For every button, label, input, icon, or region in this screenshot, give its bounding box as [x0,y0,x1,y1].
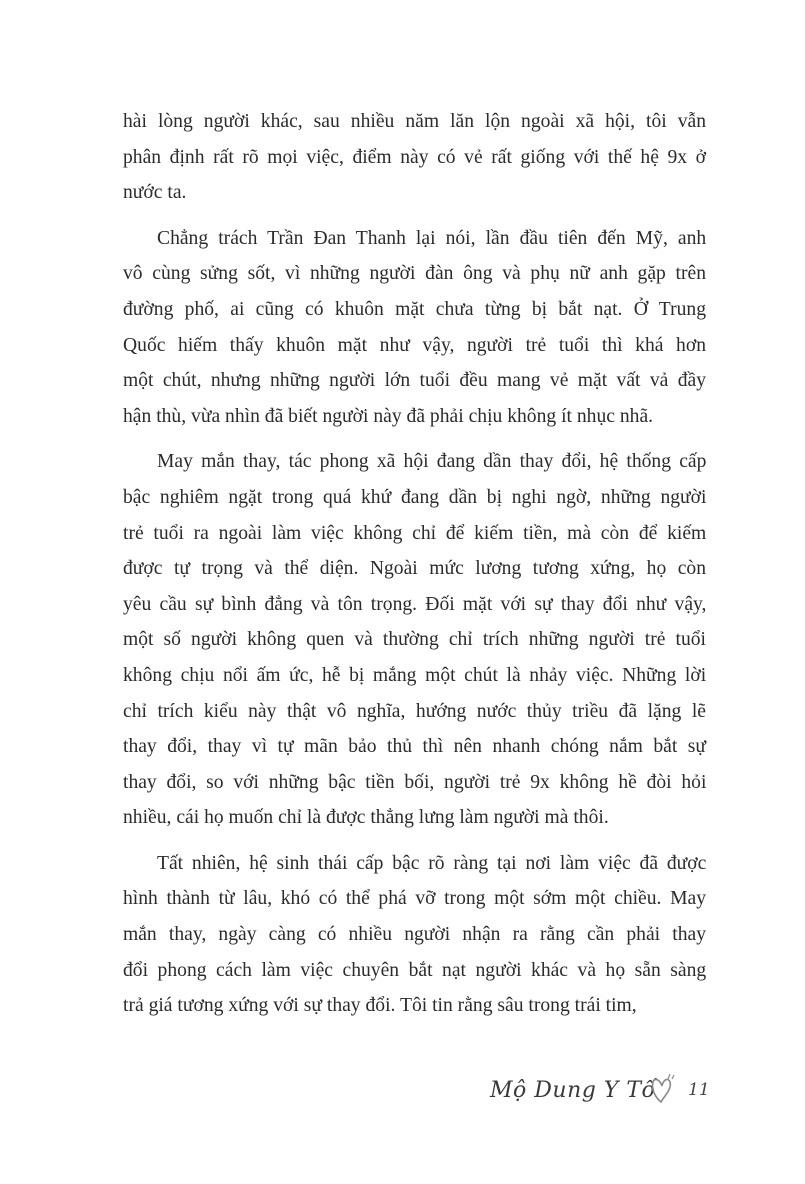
body-text [123,104,706,1034]
text-line: được tự trọng và thể diện. Ngoài mức lương tương xứng, họ còn [123,558,707,580]
text-line: nhiều, cái họ muốn chỉ là được thẳng lưng làm người mà thôi. [123,807,609,829]
text-line: hài lòng người khác, sau nhiều năm lăn lộn ngoài xã hội, tôi vẫn [123,111,706,132]
text-line: hình thành từ lâu, khó có thể phá vỡ trong một sớm một chiều. May [123,888,706,910]
paragraph [123,221,706,435]
text-line: yêu cầu sự bình đẳng và tôn trọng. Đối mặt với sự thay đổi như vậy, [123,593,707,615]
text-line: thay đổi, thay vì tự mãn bảo thủ thì nên nhanh chóng nắm bắt sự [123,736,707,758]
paragraph [123,846,706,1024]
text-line: Chẳng trách Trần Đan Thanh lại nói, lần đầu tiên đến Mỹ, anh [157,227,707,249]
page-number: 11 [688,1080,710,1100]
text-line: phân định rất rõ mọi việc, điểm này có vẻ rất giống với thế hệ 9x ở [123,146,707,168]
paragraph [123,444,706,836]
text-line: nước ta. [123,182,187,204]
paragraph [123,104,706,211]
heart-doodle-icon [648,1072,678,1106]
text-line: chỉ trích kiểu này thật vô nghĩa, hướng nước thủy triều đã lặng lẽ [123,700,706,722]
text-line: mắn thay, ngày càng có nhiều người nhận ra rằng cần phải thay [123,924,706,946]
text-line: không chịu nổi ấm ức, hễ bị mắng một chút là nhảy việc. Những lời [123,664,707,686]
text-line: hận thù, vừa nhìn đã biết người này đã phải chịu không ít nhục nhã. [123,405,654,427]
text-line: trẻ tuổi ra ngoài làm việc không chỉ để kiếm tiền, mà còn để kiếm [123,522,707,544]
text-line: đường phố, ai cũng có khuôn mặt chưa từng bị bắt nạt. Ở Trung [123,298,706,320]
text-line: Quốc hiếm thấy khuôn mặt như vậy, người trẻ tuổi thì khá hơn [123,334,706,356]
text-line: một chút, nhưng những người lớn tuổi đều mang vẻ mặt vất vả đầy [123,370,706,392]
text-line: vô cùng sửng sốt, vì những người đàn ông và phụ nữ anh gặp trên [123,263,706,285]
text-line: một số người không quen và thường chỉ trích những người trẻ tuổi [123,629,706,651]
text-line: bậc nghiêm ngặt trong quá khứ đang dần bị nghi ngờ, những người [123,486,707,508]
page-footer [490,1078,720,1122]
text-line: Tất nhiên, hệ sinh thái cấp bậc rõ ràng tại nơi làm việc đã được [157,852,707,874]
text-line: May mắn thay, tác phong xã hội đang dần thay đổi, hệ thống cấp [157,451,707,473]
text-line: đổi phong cách làm việc chuyên bắt nạt người khác và họ sẵn sàng [123,959,707,981]
text-line: thay đổi, so với những bậc tiền bối, người trẻ 9x không hề đòi hỏi [123,771,707,793]
author-signature: Mộ Dung Y Tố [490,1078,656,1103]
text-line: trả giá tương xứng với sự thay đổi. Tôi tin rằng sâu trong trái tim, [123,995,637,1017]
